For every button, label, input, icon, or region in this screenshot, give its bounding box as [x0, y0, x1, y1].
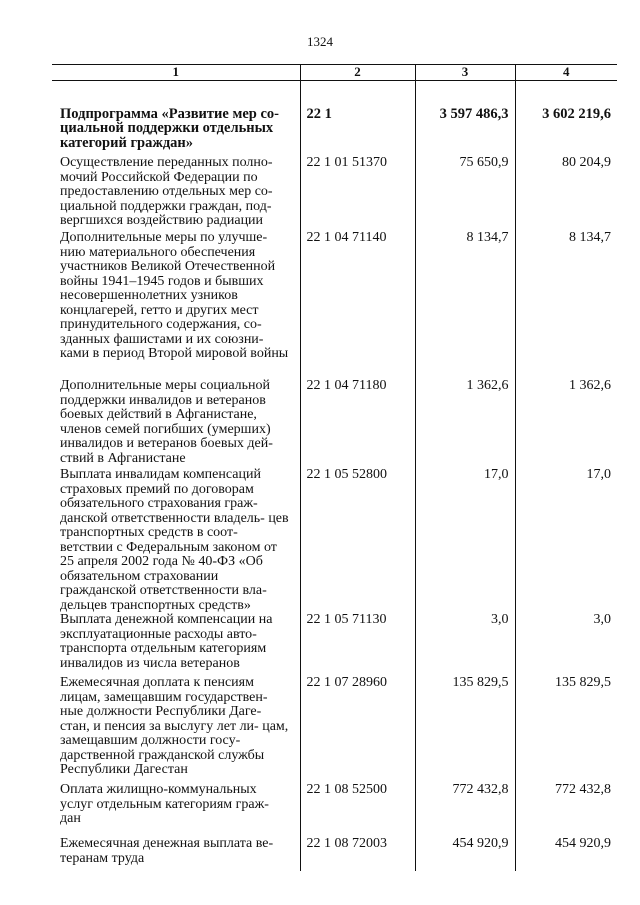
row-code: 22 1 05 71130 — [300, 613, 415, 676]
row-value-col3: 17,0 — [415, 468, 515, 613]
table-body — [52, 80, 617, 871]
table-row — [52, 468, 617, 613]
header-col-2: 2 — [300, 65, 415, 81]
row-value-col4: 80 204,9 — [515, 156, 617, 231]
row-value-col4: 772 432,8 — [515, 783, 617, 837]
row-name: Осуществление переданных полно- мочий Российской Федерации по предоставлению отдельных мер со- циальной поддержки граждан, под- вергшихся воздействию радиации — [60, 155, 273, 228]
table-row — [52, 80, 617, 156]
header-col-1: 1 — [52, 65, 300, 81]
row-code: 22 1 08 72003 — [300, 837, 415, 871]
row-value-col4: 454 920,9 — [515, 837, 617, 871]
row-value-col3: 135 829,5 — [415, 676, 515, 783]
row-value-col3: 75 650,9 — [415, 156, 515, 231]
row-code: 22 1 05 52800 — [300, 468, 415, 613]
row-value-col3: 772 432,8 — [415, 783, 515, 837]
table-row — [52, 613, 617, 676]
row-name: Ежемесячная денежная выплата ве- теранам труда — [60, 836, 274, 866]
row-value-col4: 3,0 — [515, 613, 617, 676]
row-code: 22 1 08 52500 — [300, 783, 415, 837]
row-value-col4: 8 134,7 — [515, 231, 617, 379]
table-row — [52, 676, 617, 783]
row-value-col3: 454 920,9 — [415, 837, 515, 871]
row-name: Ежемесячная доплата к пенсиям лицам, замещавшим государствен- ные должности Республики Даге- стан, и пенсия за выслугу лет ли- цам, замещавшим должности госу- дарственной гражданской службы Республики Дагестан — [60, 675, 289, 777]
row-name: Дополнительные меры социальной поддержки инвалидов и ветеранов боевых действий в Афганистане, членов семей погибших (умерших) инвалидов и ветеранов боевых дей- ствий в Афганистане — [60, 378, 273, 466]
row-name: Подпрограмма «Развитие мер со- циальной поддержки отдельных категорий граждан» — [60, 105, 279, 151]
row-name: Оплата жилищно-коммунальных услуг отдельным категориям граж- дан — [60, 782, 269, 826]
header-col-4: 4 — [515, 65, 617, 81]
row-name: Дополнительные меры по улучше- нию материального обеспечения участников Великой Отечественной войны 1941–1945 годов и бывших несовершеннолетних узников концлагерей, гетто и других мест принудительного содержания, со- зданных фашистами и их союзни- ками в период Второй мировой войны — [60, 230, 289, 361]
row-value-col3: 8 134,7 — [415, 231, 515, 379]
row-code: 22 1 07 28960 — [300, 676, 415, 783]
header-col-3: 3 — [415, 65, 515, 81]
row-code: 22 1 04 71180 — [300, 379, 415, 468]
table-header — [52, 65, 617, 81]
row-code: 22 1 — [300, 80, 415, 156]
budget-table — [52, 64, 617, 871]
table-row — [52, 837, 617, 871]
row-name: Выплата денежной компенсации на эксплуатационные расходы авто- транспорта отдельным категориям инвалидов из числа ветеранов — [60, 612, 273, 671]
row-code: 22 1 04 71140 — [300, 231, 415, 379]
row-code: 22 1 01 51370 — [300, 156, 415, 231]
row-value-col3: 3,0 — [415, 613, 515, 676]
page-number: 1324 — [307, 34, 333, 49]
table-row — [52, 231, 617, 379]
row-value-col3: 3 597 486,3 — [415, 80, 515, 156]
row-value-col3: 1 362,6 — [415, 379, 515, 468]
table-row — [52, 783, 617, 837]
row-value-col4: 1 362,6 — [515, 379, 617, 468]
table-row — [52, 379, 617, 468]
row-value-col4: 17,0 — [515, 468, 617, 613]
table-row — [52, 156, 617, 231]
row-value-col4: 135 829,5 — [515, 676, 617, 783]
row-name: Выплата инвалидам компенсаций страховых премий по договорам обязательного страхования граж- данской ответственности владель- цев транспортных средств в соот- ветствии с Федеральным законом от 25 апреля 2002 года № 40-ФЗ «Об обязательном страховании гражданской ответственности вла- дельцев транспортных средств» — [60, 467, 289, 613]
row-value-col4: 3 602 219,6 — [515, 80, 617, 156]
